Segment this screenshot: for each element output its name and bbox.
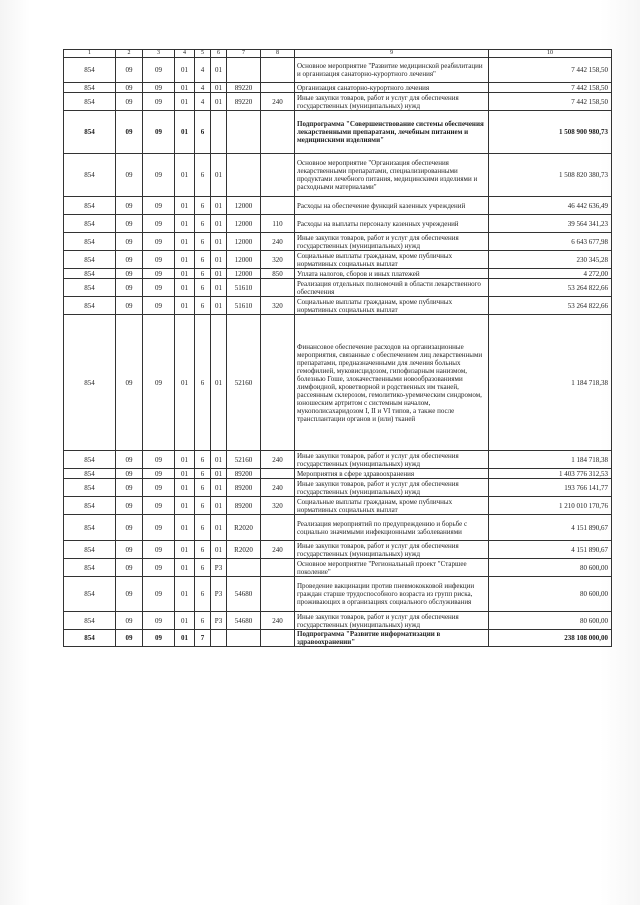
expense-type-cell bbox=[261, 577, 295, 612]
program-cell: 01 bbox=[175, 58, 195, 83]
direction-cell: 89200 bbox=[227, 469, 261, 479]
subsection-cell: 09 bbox=[143, 577, 175, 612]
subsection-cell: 09 bbox=[143, 58, 175, 83]
subprogram-cell: 6 bbox=[195, 233, 211, 251]
amount-cell: 4 151 890,67 bbox=[489, 515, 612, 541]
section-cell: 09 bbox=[116, 451, 143, 469]
subprogram-cell: 6 bbox=[195, 315, 211, 451]
subsection-cell: 09 bbox=[143, 559, 175, 577]
expense-type-cell bbox=[261, 630, 295, 647]
program-cell: 01 bbox=[175, 630, 195, 647]
subsection-cell: 09 bbox=[143, 269, 175, 279]
event-cell: P3 bbox=[211, 559, 227, 577]
description-cell: Реализация мероприятий по предупреждению и борьбе с социально значимыми инфекционными заболеваниями bbox=[295, 515, 489, 541]
table-row bbox=[64, 297, 612, 315]
subprogram-cell: 6 bbox=[195, 111, 211, 154]
amount-cell: 1 508 820 380,73 bbox=[489, 154, 612, 197]
event-cell: 01 bbox=[211, 469, 227, 479]
adm-code-cell: 854 bbox=[64, 515, 116, 541]
table-row bbox=[64, 541, 612, 559]
section-cell: 09 bbox=[116, 297, 143, 315]
adm-code-cell: 854 bbox=[64, 83, 116, 93]
expense-type-cell bbox=[261, 279, 295, 297]
direction-cell: 12000 bbox=[227, 197, 261, 215]
column-header: 5 bbox=[195, 50, 211, 58]
program-cell: 01 bbox=[175, 251, 195, 269]
column-header: 3 bbox=[143, 50, 175, 58]
adm-code-cell: 854 bbox=[64, 297, 116, 315]
table-row bbox=[64, 215, 612, 233]
event-cell: 01 bbox=[211, 215, 227, 233]
direction-cell bbox=[227, 154, 261, 197]
subsection-cell: 09 bbox=[143, 279, 175, 297]
direction-cell: 89220 bbox=[227, 93, 261, 111]
program-cell: 01 bbox=[175, 497, 195, 515]
expense-type-cell bbox=[261, 315, 295, 451]
description-cell: Организация санаторно-курортного лечения bbox=[295, 83, 489, 93]
subsection-cell: 09 bbox=[143, 497, 175, 515]
subsection-cell: 09 bbox=[143, 233, 175, 251]
description-cell: Финансовое обеспечение расходов на организационные мероприятия, связанные с обеспечением лиц лекарственными препаратами, предназначенными для лечения больных гемофилией, муковисцидозом, гипофизарным нанизмом, болезнью Гоше, злокачественными новообразованиями лимфоидной, кроветворной и родственных им тканей, рассеянным склерозом, гемолитико-уремическим синдромом, юношеским артритом с системным началом, мукополисахаридозом I, II и VI типов, а также после трансплантации органов и (или) тканей bbox=[295, 315, 489, 451]
expense-type-cell: 320 bbox=[261, 297, 295, 315]
description-cell: Социальные выплаты гражданам, кроме публичных нормативных социальных выплат bbox=[295, 497, 489, 515]
section-cell: 09 bbox=[116, 469, 143, 479]
subsection-cell: 09 bbox=[143, 111, 175, 154]
adm-code-cell: 854 bbox=[64, 577, 116, 612]
event-cell: 01 bbox=[211, 541, 227, 559]
section-cell: 09 bbox=[116, 497, 143, 515]
program-cell: 01 bbox=[175, 479, 195, 497]
adm-code-cell: 854 bbox=[64, 197, 116, 215]
subprogram-cell: 6 bbox=[195, 497, 211, 515]
table-row bbox=[64, 269, 612, 279]
table-row bbox=[64, 251, 612, 269]
subprogram-cell: 6 bbox=[195, 577, 211, 612]
amount-cell: 230 345,28 bbox=[489, 251, 612, 269]
amount-cell: 80 600,00 bbox=[489, 612, 612, 630]
event-cell: 01 bbox=[211, 83, 227, 93]
subsection-cell: 09 bbox=[143, 93, 175, 111]
adm-code-cell: 854 bbox=[64, 269, 116, 279]
expense-type-cell: 240 bbox=[261, 451, 295, 469]
expense-type-cell bbox=[261, 197, 295, 215]
section-cell: 09 bbox=[116, 154, 143, 197]
subprogram-cell: 4 bbox=[195, 83, 211, 93]
adm-code-cell: 854 bbox=[64, 630, 116, 647]
adm-code-cell: 854 bbox=[64, 497, 116, 515]
section-cell: 09 bbox=[116, 315, 143, 451]
adm-code-cell: 854 bbox=[64, 154, 116, 197]
subsection-cell: 09 bbox=[143, 215, 175, 233]
program-cell: 01 bbox=[175, 469, 195, 479]
adm-code-cell: 854 bbox=[64, 451, 116, 469]
description-cell: Проведение вакцинации против пневмококковой инфекции граждан старше трудоспособного возраста из групп риска, проживающих в организациях социального обслуживания bbox=[295, 577, 489, 612]
description-cell: Подпрограмма "Развитие информатизации в здравоохранении" bbox=[295, 630, 489, 647]
description-cell: Основное мероприятие "Региональный проект "Старшее поколение" bbox=[295, 559, 489, 577]
subsection-cell: 09 bbox=[143, 469, 175, 479]
section-cell: 09 bbox=[116, 541, 143, 559]
header-row bbox=[64, 50, 612, 58]
event-cell: P3 bbox=[211, 612, 227, 630]
program-cell: 01 bbox=[175, 154, 195, 197]
program-cell: 01 bbox=[175, 215, 195, 233]
direction-cell: 12000 bbox=[227, 251, 261, 269]
table-row bbox=[64, 58, 612, 83]
direction-cell bbox=[227, 111, 261, 154]
table-row bbox=[64, 577, 612, 612]
table-row bbox=[64, 233, 612, 251]
event-cell: 01 bbox=[211, 93, 227, 111]
event-cell: 01 bbox=[211, 479, 227, 497]
amount-cell: 7 442 158,50 bbox=[489, 93, 612, 111]
direction-cell: 12000 bbox=[227, 215, 261, 233]
subsection-cell: 09 bbox=[143, 451, 175, 469]
event-cell: 01 bbox=[211, 497, 227, 515]
direction-cell bbox=[227, 58, 261, 83]
table-row bbox=[64, 612, 612, 630]
subprogram-cell: 6 bbox=[195, 515, 211, 541]
amount-cell: 1 184 718,38 bbox=[489, 315, 612, 451]
direction-cell: R2020 bbox=[227, 541, 261, 559]
subsection-cell: 09 bbox=[143, 83, 175, 93]
amount-cell: 6 643 677,98 bbox=[489, 233, 612, 251]
adm-code-cell: 854 bbox=[64, 93, 116, 111]
column-header: 8 bbox=[261, 50, 295, 58]
amount-cell: 46 442 636,49 bbox=[489, 197, 612, 215]
program-cell: 01 bbox=[175, 515, 195, 541]
expense-type-cell: 240 bbox=[261, 541, 295, 559]
adm-code-cell: 854 bbox=[64, 233, 116, 251]
event-cell: P3 bbox=[211, 577, 227, 612]
subprogram-cell: 7 bbox=[195, 630, 211, 647]
event-cell: 01 bbox=[211, 251, 227, 269]
table-row bbox=[64, 515, 612, 541]
description-cell: Уплата налогов, сборов и иных платежей bbox=[295, 269, 489, 279]
description-cell: Подпрограмма "Совершенствование системы обеспечения лекарственными препаратами, лечебным питанием и медицинскими изделиями" bbox=[295, 111, 489, 154]
program-cell: 01 bbox=[175, 197, 195, 215]
expense-type-cell bbox=[261, 83, 295, 93]
column-header: 6 bbox=[211, 50, 227, 58]
budget-table bbox=[63, 49, 612, 647]
section-cell: 09 bbox=[116, 58, 143, 83]
subsection-cell: 09 bbox=[143, 515, 175, 541]
subprogram-cell: 6 bbox=[195, 197, 211, 215]
table-row bbox=[64, 451, 612, 469]
column-header: 10 bbox=[489, 50, 612, 58]
expense-type-cell bbox=[261, 515, 295, 541]
program-cell: 01 bbox=[175, 612, 195, 630]
program-cell: 01 bbox=[175, 451, 195, 469]
adm-code-cell: 854 bbox=[64, 315, 116, 451]
direction-cell: 52160 bbox=[227, 315, 261, 451]
expense-type-cell bbox=[261, 469, 295, 479]
table-row bbox=[64, 559, 612, 577]
section-cell: 09 bbox=[116, 630, 143, 647]
subprogram-cell: 4 bbox=[195, 93, 211, 111]
amount-cell: 238 108 000,00 bbox=[489, 630, 612, 647]
description-cell: Социальные выплаты гражданам, кроме публичных нормативных социальных выплат bbox=[295, 251, 489, 269]
description-cell: Иные закупки товаров, работ и услуг для обеспечения государственных (муниципальных) нужд bbox=[295, 479, 489, 497]
description-cell: Основное мероприятие "Развитие медицинской реабилитации и организация санаторно-курортного лечения" bbox=[295, 58, 489, 83]
expense-type-cell: 320 bbox=[261, 251, 295, 269]
table-row bbox=[64, 279, 612, 297]
adm-code-cell: 854 bbox=[64, 559, 116, 577]
expense-type-cell: 240 bbox=[261, 479, 295, 497]
adm-code-cell: 854 bbox=[64, 215, 116, 233]
description-cell: Расходы на обеспечение функций казенных учреждений bbox=[295, 197, 489, 215]
section-cell: 09 bbox=[116, 111, 143, 154]
program-cell: 01 bbox=[175, 541, 195, 559]
program-cell: 01 bbox=[175, 297, 195, 315]
section-cell: 09 bbox=[116, 279, 143, 297]
column-header: 4 bbox=[175, 50, 195, 58]
direction-cell: 12000 bbox=[227, 233, 261, 251]
section-cell: 09 bbox=[116, 479, 143, 497]
subsection-cell: 09 bbox=[143, 154, 175, 197]
adm-code-cell: 854 bbox=[64, 58, 116, 83]
subsection-cell: 09 bbox=[143, 197, 175, 215]
adm-code-cell: 854 bbox=[64, 479, 116, 497]
subprogram-cell: 6 bbox=[195, 469, 211, 479]
description-cell: Иные закупки товаров, работ и услуг для обеспечения государственных (муниципальных) нужд bbox=[295, 93, 489, 111]
section-cell: 09 bbox=[116, 269, 143, 279]
subprogram-cell: 6 bbox=[195, 451, 211, 469]
subsection-cell: 09 bbox=[143, 251, 175, 269]
section-cell: 09 bbox=[116, 612, 143, 630]
direction-cell: 52160 bbox=[227, 451, 261, 469]
amount-cell: 193 766 141,77 bbox=[489, 479, 612, 497]
expense-type-cell: 850 bbox=[261, 269, 295, 279]
amount-cell: 1 508 900 980,73 bbox=[489, 111, 612, 154]
program-cell: 01 bbox=[175, 279, 195, 297]
program-cell: 01 bbox=[175, 577, 195, 612]
table-row bbox=[64, 315, 612, 451]
event-cell: 01 bbox=[211, 315, 227, 451]
table-row bbox=[64, 630, 612, 647]
section-cell: 09 bbox=[116, 215, 143, 233]
description-cell: Иные закупки товаров, работ и услуг для обеспечения государственных (муниципальных) нужд bbox=[295, 233, 489, 251]
table-row bbox=[64, 154, 612, 197]
section-cell: 09 bbox=[116, 559, 143, 577]
expense-type-cell bbox=[261, 111, 295, 154]
table-row bbox=[64, 497, 612, 515]
amount-cell: 7 442 158,50 bbox=[489, 58, 612, 83]
description-cell: Иные закупки товаров, работ и услуг для обеспечения государственных (муниципальных) нужд bbox=[295, 612, 489, 630]
description-cell: Реализация отдельных полномочий в области лекарственного обеспечения bbox=[295, 279, 489, 297]
section-cell: 09 bbox=[116, 515, 143, 541]
column-header: 9 bbox=[295, 50, 489, 58]
direction-cell bbox=[227, 559, 261, 577]
subprogram-cell: 6 bbox=[195, 541, 211, 559]
amount-cell: 1 403 776 312,53 bbox=[489, 469, 612, 479]
subprogram-cell: 6 bbox=[195, 559, 211, 577]
event-cell: 01 bbox=[211, 451, 227, 469]
direction-cell: 89200 bbox=[227, 479, 261, 497]
event-cell: 01 bbox=[211, 297, 227, 315]
subprogram-cell: 4 bbox=[195, 58, 211, 83]
adm-code-cell: 854 bbox=[64, 251, 116, 269]
table-body bbox=[64, 50, 612, 647]
column-header: 2 bbox=[116, 50, 143, 58]
amount-cell: 39 564 341,23 bbox=[489, 215, 612, 233]
event-cell: 01 bbox=[211, 269, 227, 279]
event-cell: 01 bbox=[211, 197, 227, 215]
expense-type-cell: 320 bbox=[261, 497, 295, 515]
expense-type-cell bbox=[261, 154, 295, 197]
table-row bbox=[64, 469, 612, 479]
subsection-cell: 09 bbox=[143, 297, 175, 315]
amount-cell: 53 264 822,66 bbox=[489, 297, 612, 315]
event-cell: 01 bbox=[211, 515, 227, 541]
adm-code-cell: 854 bbox=[64, 541, 116, 559]
table-row bbox=[64, 479, 612, 497]
amount-cell: 1 184 718,38 bbox=[489, 451, 612, 469]
expense-type-cell bbox=[261, 559, 295, 577]
subsection-cell: 09 bbox=[143, 541, 175, 559]
column-header: 1 bbox=[64, 50, 116, 58]
event-cell: 01 bbox=[211, 154, 227, 197]
subprogram-cell: 6 bbox=[195, 154, 211, 197]
program-cell: 01 bbox=[175, 93, 195, 111]
program-cell: 01 bbox=[175, 83, 195, 93]
subprogram-cell: 6 bbox=[195, 297, 211, 315]
description-cell: Основное мероприятие "Организация обеспечения лекарственными препаратами, специализированными продуктами лечебного питания, медицинскими изделиями и расходными материалами" bbox=[295, 154, 489, 197]
subprogram-cell: 6 bbox=[195, 269, 211, 279]
expense-type-cell: 240 bbox=[261, 612, 295, 630]
direction-cell: 54680 bbox=[227, 577, 261, 612]
description-cell: Расходы на выплаты персоналу казенных учреждений bbox=[295, 215, 489, 233]
table-row bbox=[64, 111, 612, 154]
program-cell: 01 bbox=[175, 269, 195, 279]
subsection-cell: 09 bbox=[143, 612, 175, 630]
section-cell: 09 bbox=[116, 233, 143, 251]
subprogram-cell: 6 bbox=[195, 215, 211, 233]
description-cell: Иные закупки товаров, работ и услуг для обеспечения государственных (муниципальных) нужд bbox=[295, 451, 489, 469]
description-cell: Мероприятия в сфере здравоохранения bbox=[295, 469, 489, 479]
column-header: 7 bbox=[227, 50, 261, 58]
subsection-cell: 09 bbox=[143, 315, 175, 451]
direction-cell: 89220 bbox=[227, 83, 261, 93]
amount-cell: 7 442 158,50 bbox=[489, 83, 612, 93]
subsection-cell: 09 bbox=[143, 630, 175, 647]
program-cell: 01 bbox=[175, 315, 195, 451]
amount-cell: 53 264 822,66 bbox=[489, 279, 612, 297]
event-cell: 01 bbox=[211, 279, 227, 297]
section-cell: 09 bbox=[116, 577, 143, 612]
subprogram-cell: 6 bbox=[195, 279, 211, 297]
event-cell bbox=[211, 630, 227, 647]
section-cell: 09 bbox=[116, 93, 143, 111]
event-cell: 01 bbox=[211, 233, 227, 251]
event-cell: 01 bbox=[211, 58, 227, 83]
description-cell: Иные закупки товаров, работ и услуг для обеспечения государственных (муниципальных) нужд bbox=[295, 541, 489, 559]
description-cell: Социальные выплаты гражданам, кроме публичных нормативных социальных выплат bbox=[295, 297, 489, 315]
amount-cell: 80 600,00 bbox=[489, 559, 612, 577]
amount-cell: 4 272,00 bbox=[489, 269, 612, 279]
amount-cell: 80 600,00 bbox=[489, 577, 612, 612]
subsection-cell: 09 bbox=[143, 479, 175, 497]
direction-cell bbox=[227, 630, 261, 647]
event-cell bbox=[211, 111, 227, 154]
subprogram-cell: 6 bbox=[195, 479, 211, 497]
program-cell: 01 bbox=[175, 233, 195, 251]
program-cell: 01 bbox=[175, 559, 195, 577]
direction-cell: 51610 bbox=[227, 279, 261, 297]
subprogram-cell: 6 bbox=[195, 612, 211, 630]
section-cell: 09 bbox=[116, 197, 143, 215]
direction-cell: R2020 bbox=[227, 515, 261, 541]
expense-type-cell bbox=[261, 58, 295, 83]
direction-cell: 89200 bbox=[227, 497, 261, 515]
direction-cell: 54680 bbox=[227, 612, 261, 630]
expense-type-cell: 240 bbox=[261, 93, 295, 111]
subprogram-cell: 6 bbox=[195, 251, 211, 269]
section-cell: 09 bbox=[116, 83, 143, 93]
direction-cell: 51610 bbox=[227, 297, 261, 315]
program-cell: 01 bbox=[175, 111, 195, 154]
adm-code-cell: 854 bbox=[64, 111, 116, 154]
direction-cell: 12000 bbox=[227, 269, 261, 279]
table-row bbox=[64, 83, 612, 93]
adm-code-cell: 854 bbox=[64, 469, 116, 479]
expense-type-cell: 240 bbox=[261, 233, 295, 251]
table-row bbox=[64, 93, 612, 111]
expense-type-cell: 110 bbox=[261, 215, 295, 233]
amount-cell: 1 210 010 170,76 bbox=[489, 497, 612, 515]
section-cell: 09 bbox=[116, 251, 143, 269]
amount-cell: 4 151 890,67 bbox=[489, 541, 612, 559]
adm-code-cell: 854 bbox=[64, 612, 116, 630]
adm-code-cell: 854 bbox=[64, 279, 116, 297]
table-row bbox=[64, 197, 612, 215]
